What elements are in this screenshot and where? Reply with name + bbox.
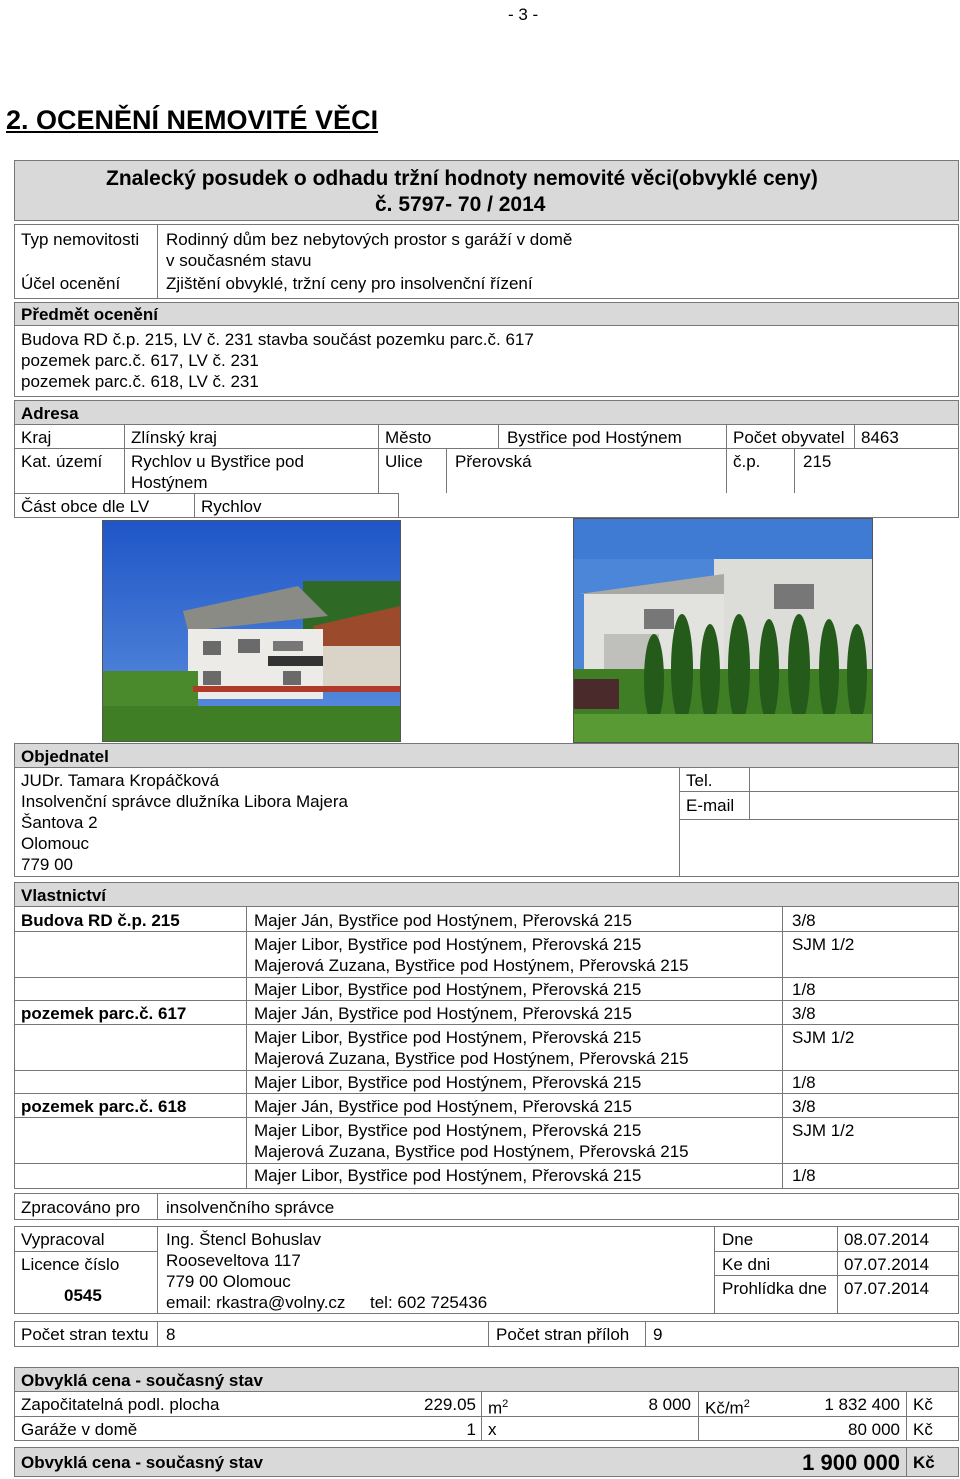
processed-box xyxy=(14,1193,959,1220)
page-count-box xyxy=(14,1321,959,1347)
price-row-currency: Kč xyxy=(913,1395,933,1414)
tel-label: Tel. xyxy=(686,771,713,790)
owner-name: Majerová Zuzana, Bystřice pod Hostýnem, Přerovská 215 xyxy=(254,956,689,975)
dne-label: Dne xyxy=(722,1230,754,1249)
owner-share: SJM 1/2 xyxy=(792,935,855,954)
owner-name: Majer Ján, Bystřice pod Hostýnem, Přerovská 215 xyxy=(254,1004,632,1023)
cast-label: Část obce dle LV xyxy=(21,497,150,516)
client-heading: Objednatel xyxy=(21,747,109,766)
price-heading: Obvyklá cena - současný stav xyxy=(21,1371,263,1390)
owner-share: 3/8 xyxy=(792,911,816,930)
client-line: Olomouc xyxy=(21,834,90,853)
client-heading-bar xyxy=(14,743,959,768)
owner-name: Majer Libor, Bystřice pod Hostýnem, Přerovská 215 xyxy=(254,1073,642,1092)
processed-label: Zpracováno pro xyxy=(21,1198,141,1217)
house-photo-right xyxy=(573,518,873,743)
type-value: Rodinný dům bez nebytových prostor s garáží v domě xyxy=(166,230,573,249)
ownership-heading: Vlastnictví xyxy=(21,886,107,905)
ownership-item: pozemek parc.č. 617 xyxy=(21,1004,187,1023)
cp-value: 215 xyxy=(803,452,832,471)
appraiser-tel: tel: 602 725436 xyxy=(370,1293,488,1312)
subject-heading: Předmět ocenění xyxy=(21,305,158,324)
client-line: Šantova 2 xyxy=(21,813,98,832)
final-price-value: 1 900 000 xyxy=(802,1450,900,1475)
owner-share: 1/8 xyxy=(792,1073,816,1092)
owner-name: Majer Libor, Bystřice pod Hostýnem, Přerovská 215 xyxy=(254,980,642,999)
appraiser-email: email: rkastra@volny.cz xyxy=(166,1293,346,1312)
subject-line: Budova RD č.p. 215, LV č. 231 stavba součást pozemku parc.č. 617 xyxy=(21,330,534,349)
owner-share: SJM 1/2 xyxy=(792,1028,855,1047)
price-row-qty: 1 xyxy=(466,1420,476,1439)
final-price-currency: Kč xyxy=(913,1453,935,1472)
cp-label: č.p. xyxy=(733,452,761,471)
report-number: č. 5797- 70 / 2014 xyxy=(375,193,546,216)
price-row-unit: x xyxy=(488,1420,497,1439)
owner-share: 3/8 xyxy=(792,1004,816,1023)
mesto-label: Město xyxy=(385,428,432,447)
prohlidka-value: 07.07.2014 xyxy=(844,1279,930,1298)
purpose-label: Účel ocenění xyxy=(21,274,121,293)
kraj-label: Kraj xyxy=(21,428,52,447)
prohlidka-label: Prohlídka dne xyxy=(722,1279,827,1298)
kat-value-2: Hostýnem xyxy=(131,473,208,492)
page-number: - 3 - xyxy=(508,5,539,24)
owner-share: SJM 1/2 xyxy=(792,1121,855,1140)
licence-label: Licence číslo xyxy=(21,1255,120,1274)
price-row-label: Garáže v domě xyxy=(21,1420,138,1439)
address-heading-bar xyxy=(14,400,959,425)
licence-value: 0545 xyxy=(64,1286,102,1305)
owner-name: Majerová Zuzana, Bystřice pod Hostýnem, Přerovská 215 xyxy=(254,1049,689,1068)
owner-share: 3/8 xyxy=(792,1097,816,1116)
owner-name: Majer Ján, Bystřice pod Hostýnem, Přerovská 215 xyxy=(254,1097,632,1116)
ownership-item: Budova RD č.p. 215 xyxy=(21,911,180,930)
type-value-2: v současném stavu xyxy=(166,251,312,270)
population-value: 8463 xyxy=(861,428,899,447)
kedni-label: Ke dni xyxy=(722,1255,771,1274)
client-line: Insolvenční správce dlužníka Libora Majera xyxy=(21,792,348,811)
owner-name: Majer Libor, Bystřice pod Hostýnem, Přerovská 215 xyxy=(254,935,642,954)
owner-name: Majer Ján, Bystřice pod Hostýnem, Přerovská 215 xyxy=(254,911,632,930)
ownership-heading-bar xyxy=(14,882,959,907)
report-title: Znalecký posudek o odhadu tržní hodnoty nemovité věci(obvyklé ceny) xyxy=(106,167,818,190)
kraj-value: Zlínský kraj xyxy=(131,428,217,447)
type-label: Typ nemovitosti xyxy=(21,230,140,249)
vypracoval-label: Vypracoval xyxy=(21,1230,105,1249)
kat-value: Rychlov u Bystřice pod xyxy=(131,452,304,471)
ownership-item: pozemek parc.č. 618 xyxy=(21,1097,187,1116)
price-row-rate: 8 000 xyxy=(648,1395,691,1414)
subject-line: pozemek parc.č. 617, LV č. 231 xyxy=(21,351,259,370)
price-row-label: Započitatelná podl. plocha xyxy=(21,1395,220,1414)
final-price-label: Obvyklá cena - současný stav xyxy=(21,1453,263,1472)
appendix-pages-value: 9 xyxy=(653,1325,663,1344)
client-line: JUDr. Tamara Kropáčková xyxy=(21,771,220,790)
purpose-value: Zjištění obvyklé, tržní ceny pro insolvenční řízení xyxy=(166,274,533,293)
mesto-value: Bystřice pod Hostýnem xyxy=(507,428,682,447)
owner-share: 1/8 xyxy=(792,1166,816,1185)
price-row-currency: Kč xyxy=(913,1420,933,1439)
client-line: 779 00 xyxy=(21,855,73,874)
owner-name: Majer Libor, Bystřice pod Hostýnem, Přerovská 215 xyxy=(254,1121,642,1140)
price-row-total: 1 832 400 xyxy=(824,1395,900,1414)
price-row-unit: $m^2$ xyxy=(488,1398,509,1418)
owner-share: 1/8 xyxy=(792,980,816,999)
owner-name: Majer Libor, Bystřice pod Hostýnem, Přerovská 215 xyxy=(254,1166,642,1185)
price-row-rate-unit: $Kč/m^2$ xyxy=(705,1398,750,1418)
appraiser-name: Ing. Štencl Bohuslav xyxy=(166,1230,321,1249)
price-row-total: 80 000 xyxy=(848,1420,900,1439)
appraiser-street: Rooseveltova 117 xyxy=(166,1251,301,1270)
dne-value: 08.07.2014 xyxy=(844,1230,930,1249)
processed-value: insolvenčního správce xyxy=(166,1198,335,1217)
appendix-pages-label: Počet stran příloh xyxy=(496,1325,630,1344)
address-heading: Adresa xyxy=(21,404,79,423)
kedni-value: 07.07.2014 xyxy=(844,1255,930,1274)
cast-value: Rychlov xyxy=(201,497,262,516)
house-photo-left xyxy=(102,520,401,742)
section-title: 2. OCENĚNÍ NEMOVITÉ VĚCI xyxy=(6,105,379,135)
text-pages-value: 8 xyxy=(166,1325,176,1344)
kat-label: Kat. území xyxy=(21,452,103,471)
price-row-qty: 229.05 xyxy=(424,1395,476,1414)
text-pages-label: Počet stran textu xyxy=(21,1325,149,1344)
owner-name: Majerová Zuzana, Bystřice pod Hostýnem, Přerovská 215 xyxy=(254,1142,689,1161)
email-label: E-mail xyxy=(686,796,735,815)
population-label: Počet obyvatel xyxy=(733,428,845,447)
appraiser-city: 779 00 Olomouc xyxy=(166,1272,291,1291)
ulice-value: Přerovská xyxy=(455,452,532,471)
owner-name: Majer Libor, Bystřice pod Hostýnem, Přerovská 215 xyxy=(254,1028,642,1047)
ulice-label: Ulice xyxy=(385,452,423,471)
subject-line: pozemek parc.č. 618, LV č. 231 xyxy=(21,372,259,391)
